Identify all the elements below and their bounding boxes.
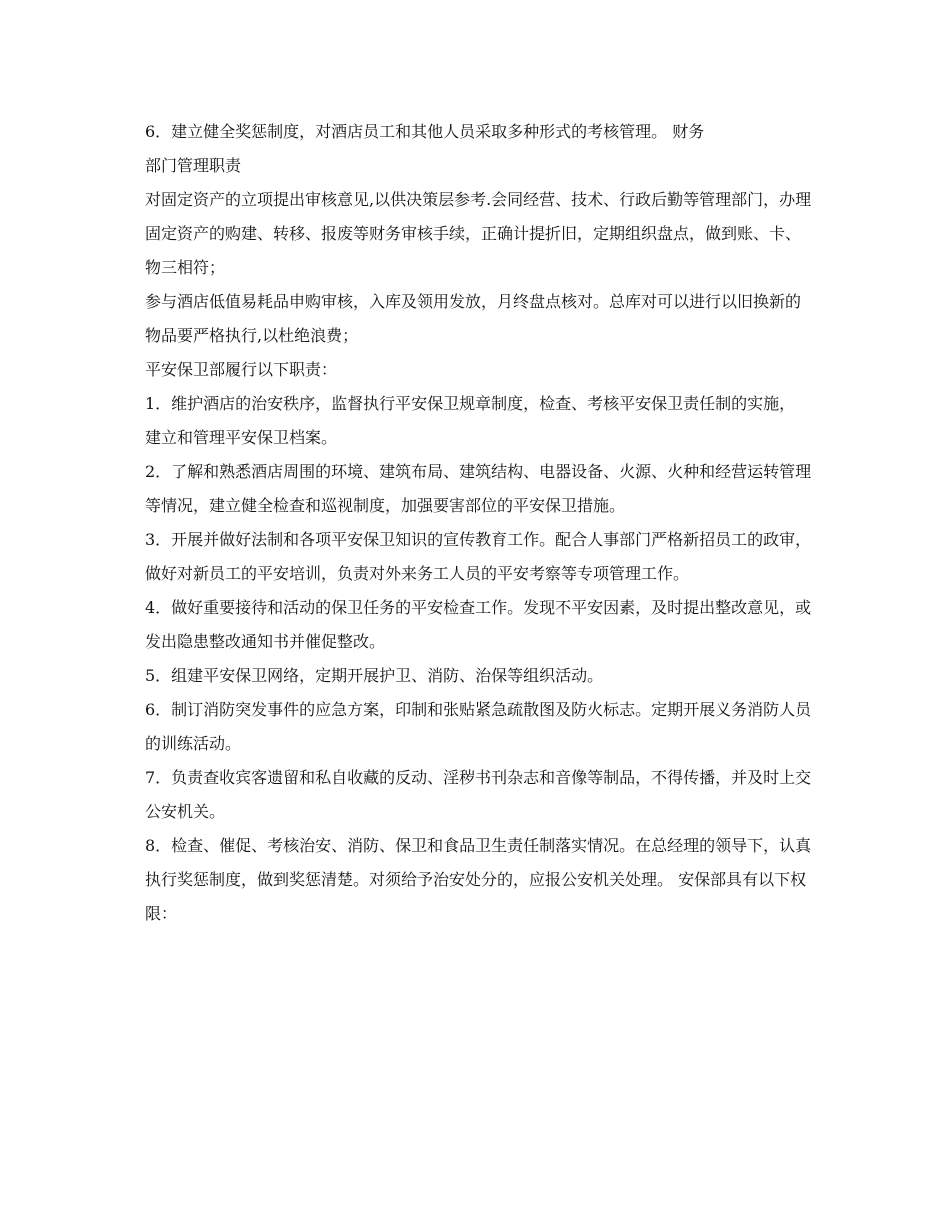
paragraph-11: 5．组建平安保卫网络，定期开展护卫、消防、治保等组织活动。 — [145, 666, 604, 685]
document-body — [145, 115, 815, 931]
paragraph-5: 平安保卫部履行以下职责： — [145, 360, 338, 379]
paragraph-1: 6．建立健全奖惩制度，对酒店员工和其他人员采取多种形式的考核管理。 财务 — [145, 122, 705, 141]
paragraph-14: 8．检查、催促、考核治安、消防、保卫和食品卫生责任制落实情况。在总经理的领导下，认真执行奖惩制度，做到奖惩清楚。对须给予治安处分的，应报公安机关处理。 安保部具有以下权限： — [145, 836, 812, 923]
paragraph-2: 部门管理职责 — [145, 156, 242, 175]
paragraph-3: 对固定资产的立项提出审核意见,以供决策层参考.会同经营、技术、行政后勤等管理部门，办理固定资产的购建、转移、报废等财务审核手续，正确计提折旧，定期组织盘点，做到账、卡、物三相符； — [145, 190, 812, 277]
paragraph-9: 3．开展并做好法制和各项平安保卫知识的宣传教育工作。配合人事部门严格新招员工的政审，做好对新员工的平安培训，负责对外来务工人员的平安考察等专项管理工作。 — [145, 530, 812, 583]
paragraph-4: 参与酒店低值易耗品申购审核，入库及领用发放，月终盘点核对。总库对可以进行以旧换新的物品要严格执行,以杜绝浪费； — [145, 292, 802, 345]
paragraph-8: 2．了解和熟悉酒店周围的环境、建筑布局、建筑结构、电器设备、火源、火种和经营运转管理等情况，建立健全检查和巡视制度，加强要害部位的平安保卫措施。 — [145, 462, 812, 515]
paragraph-10: 4．做好重要接待和活动的保卫任务的平安检查工作。发现不平安因素，及时提出整改意见，或发出隐患整改通知书并催促整改。 — [145, 598, 812, 651]
paragraph-6: 1．维护酒店的治安秩序，监督执行平安保卫规章制度，检查、考核平安保卫责任制的实施， — [145, 394, 796, 413]
paragraph-13: 7．负责查收宾客遗留和私自收藏的反动、淫秽书刊杂志和音像等制品，不得传播，并及时上交公安机关。 — [145, 768, 812, 821]
paragraph-7: 建立和管理平安保卫档案。 — [145, 428, 338, 447]
paragraph-12: 6．制订消防突发事件的应急方案，印制和张贴紧急疏散图及防火标志。定期开展义务消防人员的训练活动。 — [145, 700, 812, 753]
